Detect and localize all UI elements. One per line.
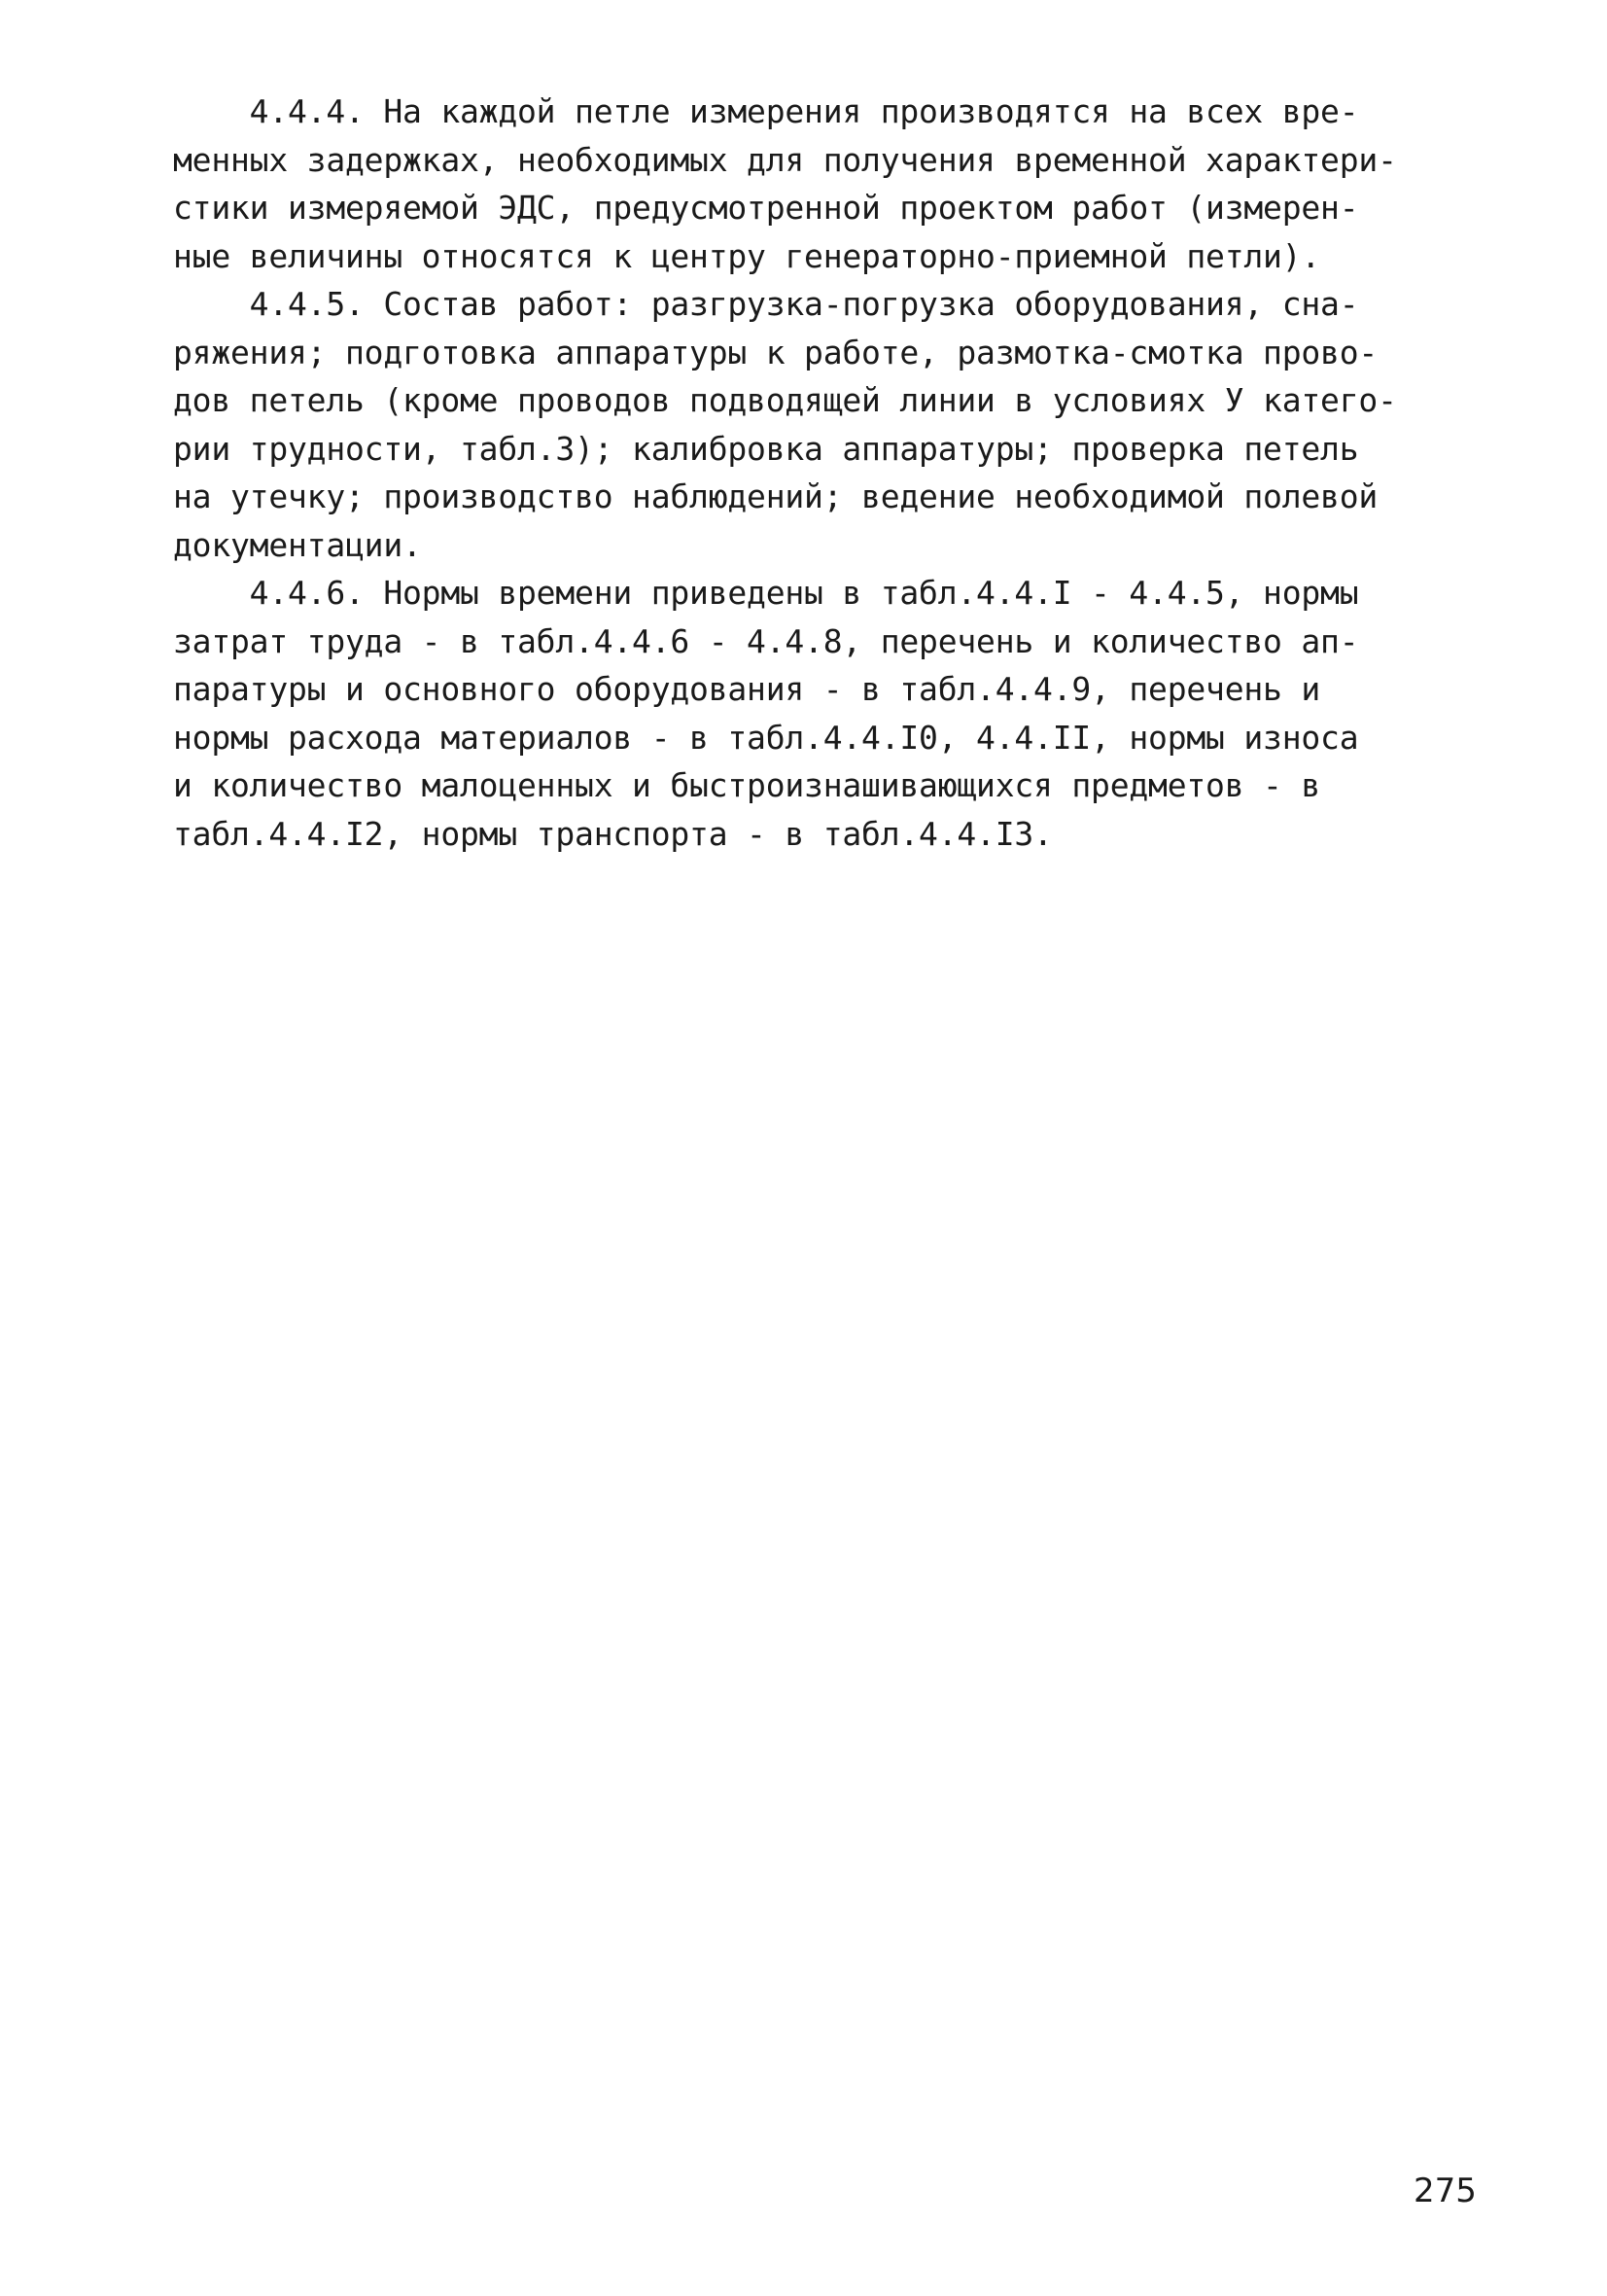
text-line: 4.4.5. Состав работ: разгрузка-погрузка оборудования, сна- bbox=[173, 285, 1359, 323]
paragraph-4-4-4 bbox=[173, 88, 1456, 280]
page-number: 275 bbox=[1414, 2172, 1477, 2210]
text-line: 4.4.6. Нормы времени приведены в табл.4.4.I - 4.4.5, нормы bbox=[173, 574, 1359, 612]
paragraph-4-4-6 bbox=[173, 569, 1456, 858]
text-line: документации. bbox=[173, 525, 422, 564]
text-line: табл.4.4.I2, нормы транспорта - в табл.4.4.I3. bbox=[173, 814, 1053, 853]
paragraph-4-4-5 bbox=[173, 280, 1456, 569]
text-line: ные величины относятся к центру генераторно-приемной петли). bbox=[173, 236, 1321, 275]
text-line: дов петель (кроме проводов подводящей линии в условиях У катего- bbox=[173, 381, 1397, 419]
text-line: 4.4.4. На каждой петле измерения производятся на всех вре- bbox=[173, 92, 1359, 130]
text-line: паратуры и основного оборудования - в табл.4.4.9, перечень и bbox=[173, 670, 1321, 708]
text-line: стики измеряемой ЭДС, предусмотренной проектом работ (измерен- bbox=[173, 189, 1359, 227]
text-line: ряжения; подготовка аппаратуры к работе, размотка-смотка прово- bbox=[173, 333, 1379, 371]
body-text bbox=[173, 88, 1456, 858]
text-line: затрат труда - в табл.4.4.6 - 4.4.8, перечень и количество ап- bbox=[173, 621, 1359, 660]
text-line: нормы расхода материалов - в табл.4.4.I0, 4.4.II, нормы износа bbox=[173, 718, 1359, 757]
text-line: рии трудности, табл.3); калибровка аппаратуры; проверка петель bbox=[173, 429, 1359, 468]
text-line: на утечку; производство наблюдений; ведение необходимой полевой bbox=[173, 477, 1379, 515]
text-line: менных задержках, необходимых для получения временной характери- bbox=[173, 140, 1397, 179]
text-line: и количество малоценных и быстроизнашивающихся предметов - в bbox=[173, 766, 1321, 804]
